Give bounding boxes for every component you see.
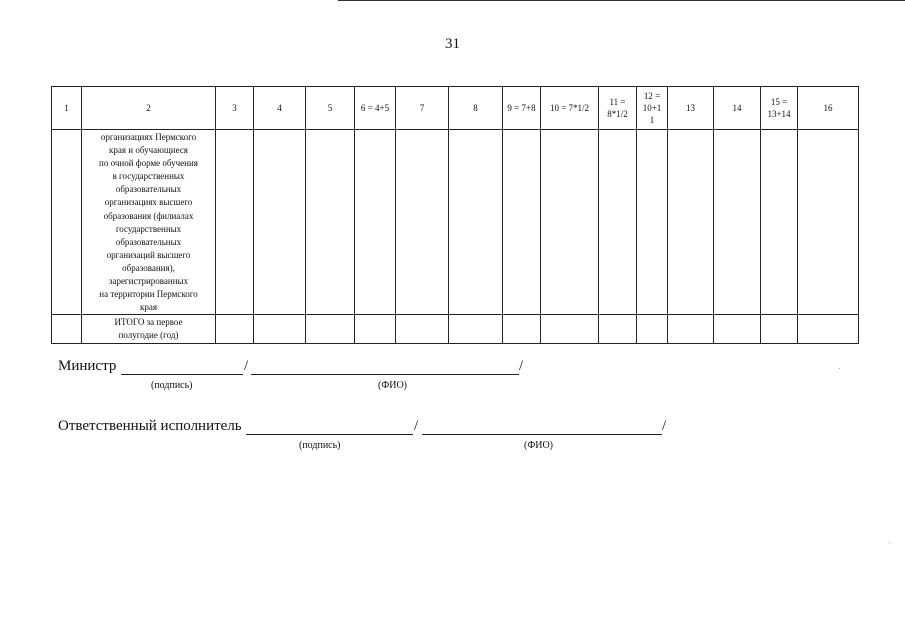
table-cell <box>668 315 714 344</box>
minister-name-line[interactable] <box>251 374 519 375</box>
header-cell: 2 <box>82 87 216 130</box>
table-cell <box>306 130 355 315</box>
minister-signature-line[interactable] <box>121 374 243 375</box>
page-number: 31 <box>445 36 460 52</box>
header-cell: 7 <box>396 87 449 130</box>
executor-signature-line[interactable] <box>246 434 413 435</box>
table-cell <box>503 315 541 344</box>
total-row <box>52 315 859 344</box>
scan-speck <box>839 368 840 369</box>
table-cell <box>396 315 449 344</box>
table-cell <box>637 315 668 344</box>
header-cell: 4 <box>254 87 306 130</box>
header-cell: 6 = 4+5 <box>355 87 396 130</box>
table-cell <box>52 130 82 315</box>
executor-name-caption: (ФИО) <box>524 440 554 451</box>
table-cell <box>254 130 306 315</box>
table-cell <box>668 130 714 315</box>
table-cell <box>714 130 761 315</box>
row-description: организациях Пермского края и обучающиеся по очной форме обучения в государственных образовательных организациях высшего образования (филиалах государственных образовательных организаций высшего образования), зарегистрированных на территории Пермского края <box>82 130 216 315</box>
executor-name-line[interactable] <box>422 434 662 435</box>
header-cell: 8 <box>449 87 503 130</box>
table-cell <box>449 130 503 315</box>
table-cell <box>637 130 668 315</box>
top-border-line <box>338 0 905 1</box>
header-cell: 13 <box>668 87 714 130</box>
table-cell <box>216 130 254 315</box>
table-cell <box>216 315 254 344</box>
header-cell: 16 <box>798 87 859 130</box>
table-cell <box>798 130 859 315</box>
table-cell <box>599 315 637 344</box>
header-cell: 10 = 7*1/2 <box>541 87 599 130</box>
table-cell <box>761 130 798 315</box>
minister-slash-right: / <box>519 358 524 374</box>
table-row <box>52 130 859 315</box>
table-cell <box>396 130 449 315</box>
table-cell <box>355 315 396 344</box>
table-cell <box>306 315 355 344</box>
header-cell: 1 <box>52 87 82 130</box>
minister-name-caption: (ФИО) <box>378 380 408 391</box>
table-cell <box>449 315 503 344</box>
total-label: ИТОГО за первое полугодие (год) <box>82 315 216 344</box>
report-table <box>51 86 859 344</box>
header-cell: 11 = 8*1/2 <box>599 87 637 130</box>
header-cell: 15 = 13+14 <box>761 87 798 130</box>
table-cell <box>599 130 637 315</box>
minister-slash-left: / <box>244 358 249 374</box>
table-cell <box>714 315 761 344</box>
table-cell <box>503 130 541 315</box>
table-cell <box>355 130 396 315</box>
executor-signature-caption: (подпись) <box>299 440 341 451</box>
table-header-row <box>52 87 859 130</box>
minister-label: Министр <box>58 358 117 374</box>
executor-slash-left: / <box>414 418 419 434</box>
table-cell <box>52 315 82 344</box>
scan-speck <box>889 542 890 543</box>
table-cell <box>541 315 599 344</box>
table-cell <box>254 315 306 344</box>
table-cell <box>798 315 859 344</box>
header-cell: 12 = 10+1 1 <box>637 87 668 130</box>
table-cell <box>541 130 599 315</box>
header-cell: 3 <box>216 87 254 130</box>
header-cell: 9 = 7+8 <box>503 87 541 130</box>
executor-label: Ответственный исполнитель <box>58 418 242 434</box>
header-cell: 5 <box>306 87 355 130</box>
table-cell <box>761 315 798 344</box>
minister-signature-caption: (подпись) <box>151 380 193 391</box>
executor-slash-right: / <box>662 418 667 434</box>
header-cell: 14 <box>714 87 761 130</box>
